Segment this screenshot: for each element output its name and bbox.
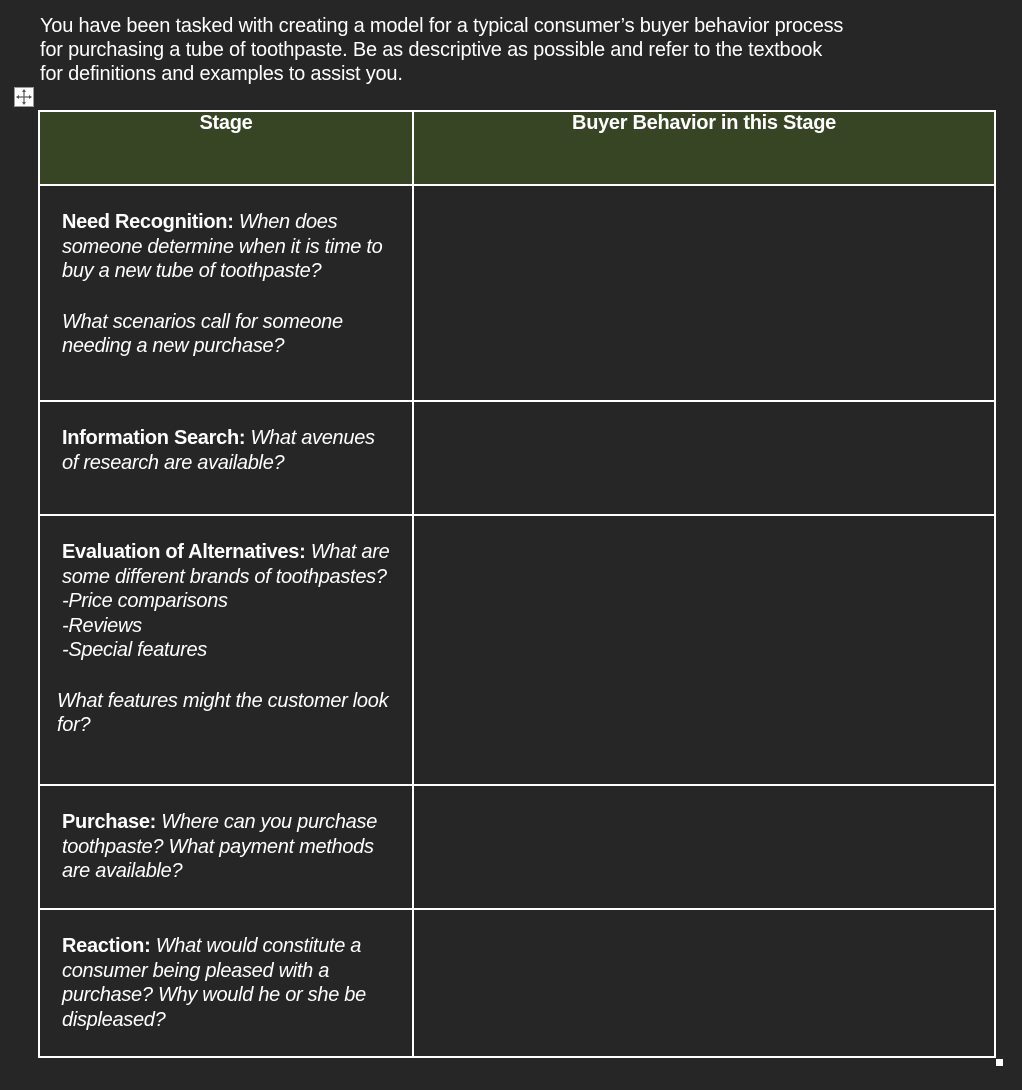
stage-cell-purchase bbox=[39, 785, 413, 909]
header-stage: Stage bbox=[39, 111, 413, 185]
stage-name: Purchase: bbox=[62, 811, 157, 833]
stage-text bbox=[62, 934, 394, 1032]
stage-text bbox=[62, 810, 394, 884]
stage-name: Evaluation of Alternatives: bbox=[62, 541, 306, 563]
table-header-row bbox=[39, 111, 995, 185]
list-item: -Reviews bbox=[62, 614, 142, 637]
stage-text bbox=[62, 540, 394, 589]
stage-question: What features might the customer look for? bbox=[57, 689, 389, 736]
stage-cell-need-recognition bbox=[39, 185, 413, 401]
stage-question: What scenarios call for someone needing a new purchase? bbox=[62, 310, 343, 357]
table-move-handle-icon[interactable] bbox=[14, 87, 34, 107]
table-resize-handle-icon[interactable] bbox=[996, 1059, 1003, 1066]
stage-name: Reaction: bbox=[62, 935, 151, 957]
buyer-behavior-table bbox=[38, 110, 996, 1058]
stage-question: What would constitute a consumer being pleased with a purchase? Why would he or she be displeased? bbox=[62, 935, 366, 1031]
header-buyer-behavior: Buyer Behavior in this Stage bbox=[413, 111, 995, 185]
stage-text bbox=[62, 426, 394, 475]
instructions-line: You have been tasked with creating a model for a typical consumer’s buyer behavior process bbox=[40, 15, 844, 37]
stage-question: Where can you purchase toothpaste? What payment methods are available? bbox=[62, 811, 378, 882]
list-item: -Price comparisons bbox=[62, 590, 228, 612]
stage-cell-information-search bbox=[39, 401, 413, 515]
answer-cell-evaluation-of-alternatives[interactable] bbox=[413, 515, 995, 785]
stage-name: Information Search: bbox=[62, 427, 246, 449]
instructions-line: for definitions and examples to assist you. bbox=[40, 63, 403, 85]
answer-cell-need-recognition[interactable] bbox=[413, 185, 995, 401]
stage-question: What avenues of research are available? bbox=[62, 427, 375, 474]
instructions-paragraph bbox=[40, 14, 940, 86]
stage-question: What are some different brands of toothpastes? bbox=[62, 541, 390, 588]
answer-cell-purchase[interactable] bbox=[413, 785, 995, 909]
table-row bbox=[39, 401, 995, 515]
table-row bbox=[39, 185, 995, 401]
table-row bbox=[39, 785, 995, 909]
instructions-line: for purchasing a tube of toothpaste. Be as descriptive as possible and refer to the textbook bbox=[40, 39, 823, 61]
table-row bbox=[39, 909, 995, 1057]
list-item: -Special features bbox=[62, 639, 207, 661]
stage-text bbox=[62, 210, 394, 284]
stage-cell-reaction bbox=[39, 909, 413, 1057]
answer-cell-information-search[interactable] bbox=[413, 401, 995, 515]
stage-name: Need Recognition: bbox=[62, 211, 234, 233]
stage-question: When does someone determine when it is time to buy a new tube of toothpaste? bbox=[62, 211, 383, 282]
table-row bbox=[39, 515, 995, 785]
answer-cell-reaction[interactable] bbox=[413, 909, 995, 1057]
stage-cell-evaluation-of-alternatives bbox=[39, 515, 413, 785]
